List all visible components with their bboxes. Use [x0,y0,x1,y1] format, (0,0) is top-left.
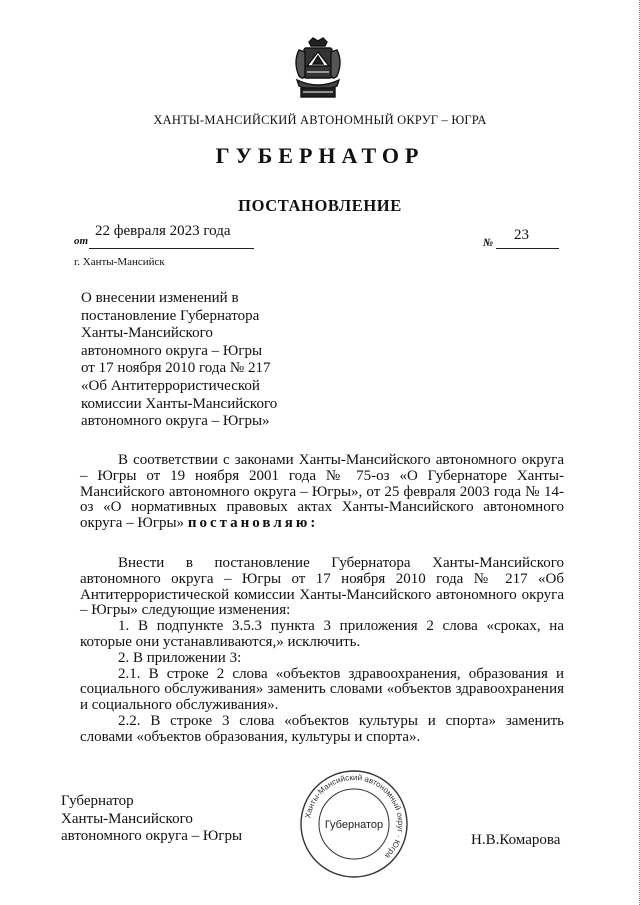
coat-of-arms-icon [287,36,349,102]
decree-body [80,556,564,746]
number-underline [496,248,559,249]
subject-line: Ханты-Мансийского [81,325,213,342]
preamble-paragraph [80,453,564,532]
subject-line: О внесении изменений в [81,290,239,306]
signatory-title-line: Губернатор [61,793,134,809]
date-underline [89,248,254,249]
decree-date: 22 февраля 2023 года [95,223,231,239]
scan-edge [636,0,640,905]
signatory-title-line: автономного округа – Югры [61,828,243,844]
signatory-name: Н.В.Комарова [471,832,561,848]
decree-number: 23 [514,227,529,243]
item-1: 1. В подпункте 3.5.3 пункта 3 приложения 2 слова «сроках, на которые они устанавливаются,» исключить. [80,618,564,650]
number-sign: № [483,237,494,249]
preamble-text: В соответствии с законами Ханты-Мансийского автономного округа – Югры от 19 ноября 2001 года № 75-оз «О Губернаторе Ханты-Мансийского автономного округа – Югры», от 25 февраля 2003 года № 14-оз «О нормативных правовых актах Ханты-Мансийского автономного округа – Югры» [80,452,564,532]
item-2-1: 2.1. В строке 2 слова «объектов здравоохранения, образования и социального обслуживания» заменить словами «объектов здравоохранения и социального обслуживания». [80,665,564,714]
subject-line: от 17 ноября 2010 года № 217 [81,360,271,377]
subject-line: автономного округа – Югры [81,342,263,359]
decree-type: ПОСТАНОВЛЕНИЕ [238,196,402,215]
region-name: ХАНТЫ-МАНСИЙСКИЙ АВТОНОМНЫЙ ОКРУГ – ЮГРА [153,113,487,127]
subject-line: комиссии Ханты-Мансийского [81,395,278,412]
official-stamp-icon [298,768,410,880]
stamp-ring-text: Ханты-Мансийский автономный округ · Югра [303,772,406,861]
decree-subject [81,290,277,431]
item-2-2: 2.2. В строке 3 слова «объектов культуры и спорта» заменить словами «объектов образования, культуры и спорта». [80,712,564,745]
issue-city: г. Ханты-Мансийск [74,256,165,268]
svg-text:Ханты-Мансийский автономный ок [303,773,405,861]
date-prefix: от [74,235,89,247]
subject-line: автономного округа – Югры» [81,413,270,430]
subject-line: постановление Губернатора [81,307,260,324]
item-2: 2. В приложении 3: [118,649,242,666]
intro-paragraph: Внести в постановление Губернатора Ханты-Мансийского автономного округа – Югры от 17 ноября 2010 года № 217 «Об Антитеррористической комиссии Ханты-Мансийского автономного округа – Югры» следующие изменения: [80,555,564,619]
signatory-title [61,793,242,846]
signatory-title-line: Ханты-Мансийского [61,810,193,827]
stamp-center-text: Губернатор [324,819,384,831]
subject-line: «Об Антитеррористической [81,377,260,394]
resolve-word: постановляю: [187,515,319,532]
authority-title: ГУБЕРНАТОР [215,143,425,168]
